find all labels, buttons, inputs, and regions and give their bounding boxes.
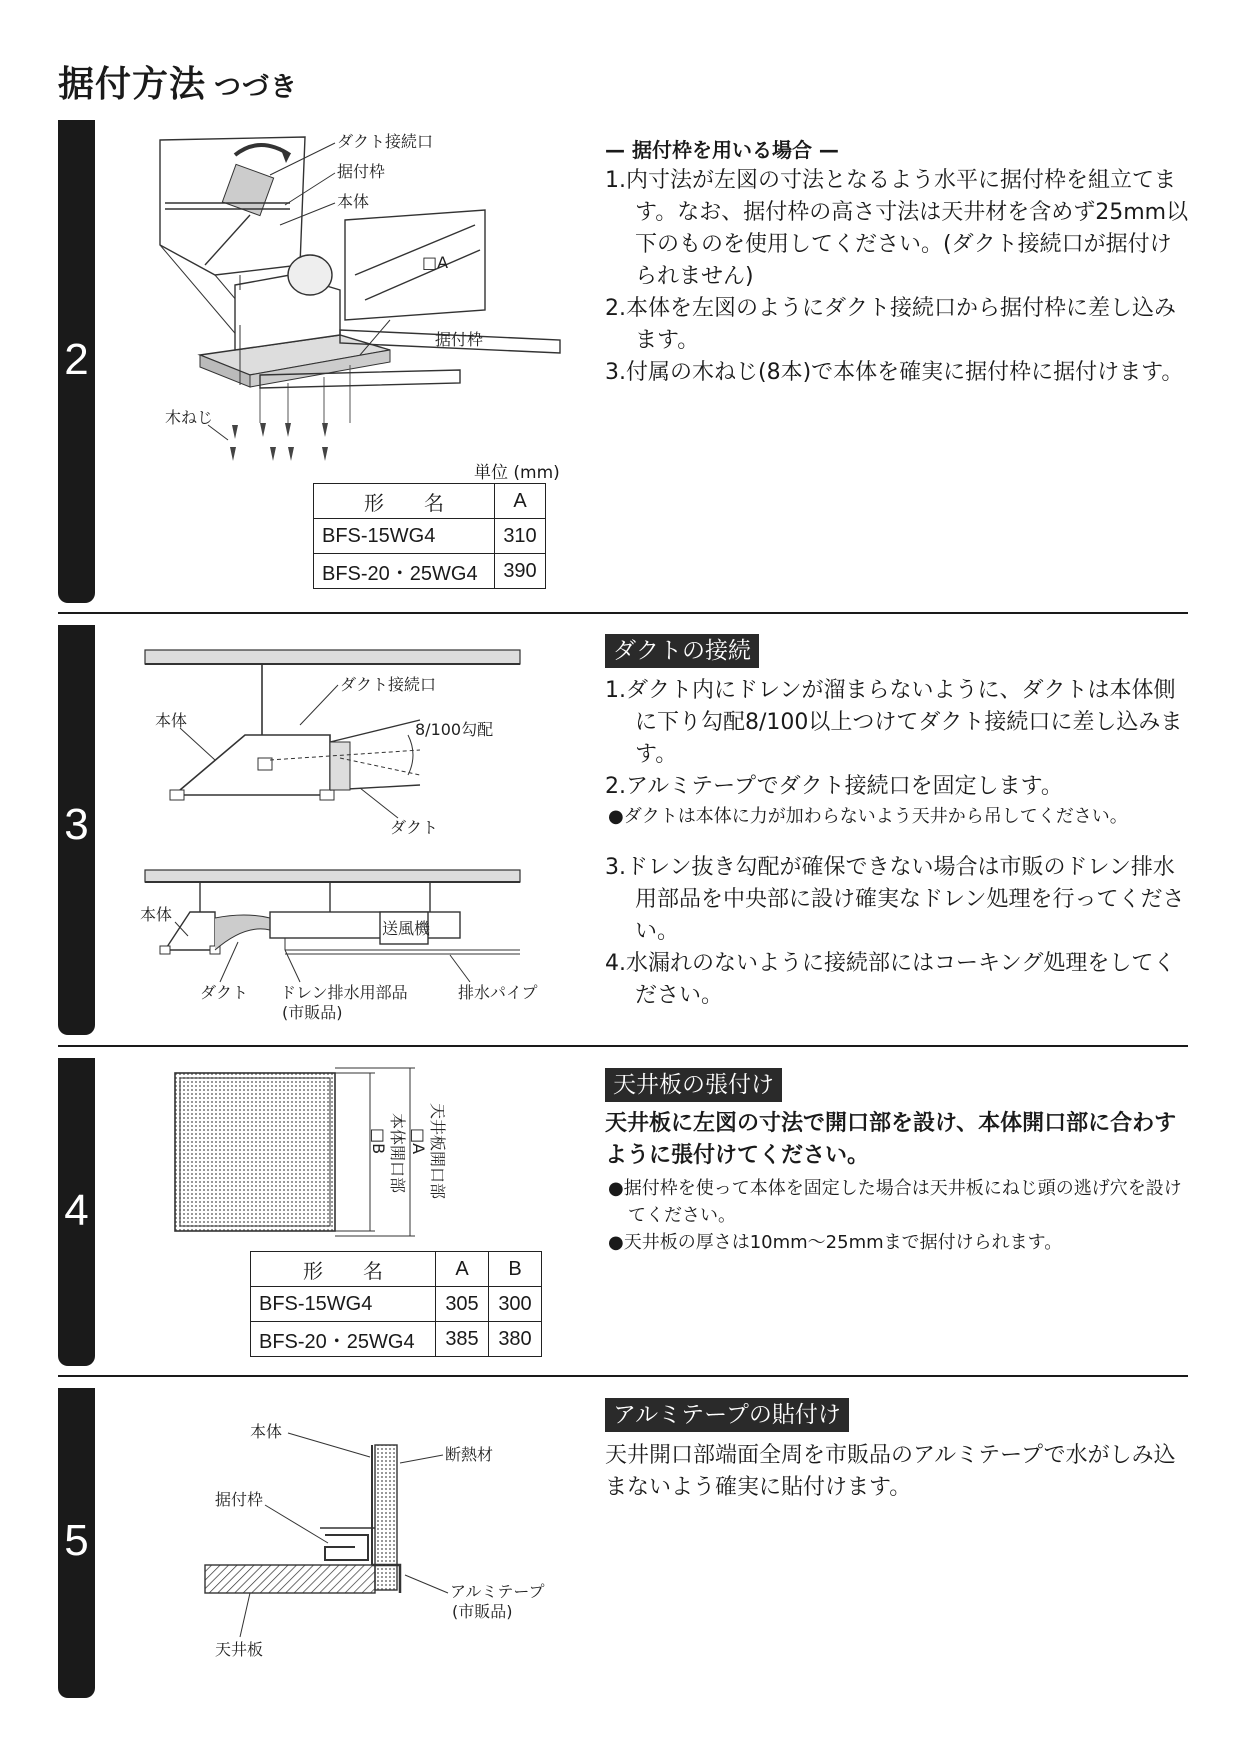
- section2-heading: — 据付枠を用いる場合 —: [605, 138, 839, 162]
- label-ceiling-opening: 天井板開口部: [428, 1103, 447, 1200]
- label-slope: 8/100勾配: [415, 720, 494, 739]
- cell-a: 305: [436, 1287, 489, 1322]
- label-duct-port: ダクト接続口: [340, 675, 437, 694]
- table-header-row: [251, 1252, 542, 1287]
- table-row: [314, 519, 546, 554]
- label-drain-part: ドレン排水用部品: [280, 983, 408, 1002]
- step-number: 2: [64, 335, 89, 384]
- label-drain-pipe: 排水パイプ: [458, 983, 538, 1002]
- step-item: 1.内寸法が左図の寸法となるよう水平に据付枠を組立てます。なお、据付枠の高さ寸法は天井材を含めず25mm以下のものを使用してください。(ダクト接続口が据付けられません): [605, 168, 1189, 289]
- step-tab-5: [58, 1388, 95, 1698]
- note-item: ●ダクトは本体に力が加わらないよう天井から吊してください。: [608, 806, 1128, 827]
- step-item: 4.水漏れのないように接続部にはコーキング処理をしてください。: [605, 951, 1176, 1008]
- step-tab-3: [58, 625, 95, 1035]
- divider: [58, 1375, 1188, 1377]
- table-row: [251, 1322, 542, 1357]
- label-duct-2: ダクト: [200, 983, 249, 1002]
- label-ceiling: 天井板: [215, 1640, 264, 1659]
- label-body: 本体: [337, 192, 370, 211]
- label-fan: 送風機: [382, 919, 431, 938]
- cell-a: 390: [495, 554, 546, 589]
- header-b: B: [489, 1252, 542, 1287]
- cell-model: BFS-20・25WG4: [251, 1322, 436, 1357]
- label-tape: アルミテープ: [450, 1582, 545, 1601]
- aluminum-tape-figure: [200, 1415, 570, 1660]
- cell-b: 300: [489, 1287, 542, 1322]
- header-model: 形 名: [251, 1252, 436, 1287]
- cell-b: 380: [489, 1322, 542, 1357]
- header-a: A: [495, 484, 546, 519]
- section3-steps-2: [605, 852, 1190, 1012]
- section4-bullets: [608, 1175, 1193, 1256]
- section3-note: [608, 803, 1193, 830]
- label-retail: (市販品): [452, 1602, 513, 1621]
- step-item: 3.付属の木ねじ(8本)で本体を確実に据付枠に据付けます。: [605, 360, 1184, 385]
- label-frame: 据付枠: [215, 1490, 264, 1509]
- header-a: A: [436, 1252, 489, 1287]
- label-duct-port: ダクト接続口: [337, 132, 434, 151]
- title-sub: つづき: [214, 72, 299, 103]
- spec-table-a: [313, 483, 546, 589]
- step-tab-2: [58, 120, 95, 603]
- spec-table-ab: [250, 1251, 542, 1357]
- table-row: [314, 554, 546, 589]
- label-body: 本体: [155, 711, 188, 730]
- step-tab-4: [58, 1058, 95, 1366]
- section4-text: 天井板に左図の寸法で開口部を設け、本体開口部に合わすように張付けてください。: [605, 1111, 1177, 1168]
- step-number: 5: [64, 1516, 89, 1565]
- cell-model: BFS-15WG4: [251, 1287, 436, 1322]
- label-insulation: 断熱材: [445, 1445, 494, 1464]
- label-dim-a: □A: [422, 253, 449, 272]
- cell-a: 385: [436, 1322, 489, 1357]
- page-title: [58, 56, 298, 107]
- duct-connection-figure: [140, 650, 570, 1020]
- label-a: □A: [409, 1128, 428, 1155]
- section2-steps: [605, 165, 1190, 389]
- step-number: 3: [64, 800, 89, 849]
- step-item: 3.ドレン抜き勾配が確保できない場合は市販のドレン排水用部品を中央部に設け確実なドレン処理を行ってください。: [605, 855, 1185, 944]
- label-frame-2: 据付枠: [435, 330, 484, 349]
- section4-heading: 天井板の張付け: [605, 1068, 782, 1102]
- section5-text: 天井開口部端面全周を市販品のアルミテープで水がしみ込まないよう確実に貼付けます。: [605, 1443, 1176, 1500]
- cell-a: 310: [495, 519, 546, 554]
- table-row: [251, 1287, 542, 1322]
- step-number: 4: [64, 1186, 89, 1235]
- label-b: □B: [369, 1128, 388, 1155]
- section3-steps: [605, 675, 1190, 803]
- bullet-item: ●天井板の厚さは10mm〜25mmまで据付けられます。: [608, 1232, 1063, 1253]
- bullet-item: ●据付枠を使って本体を固定した場合は天井板にねじ頭の逃げ穴を設けてください。: [608, 1178, 1182, 1226]
- header-model: 形 名: [314, 484, 495, 519]
- divider: [58, 1045, 1188, 1047]
- label-body-opening: 本体開口部: [388, 1113, 407, 1194]
- label-screw: 木ねじ: [165, 408, 214, 427]
- step-item: 2.本体を左図のようにダクト接続口から据付枠に差し込みます。: [605, 296, 1176, 353]
- install-frame-figure: [140, 125, 560, 465]
- label-retail: (市販品): [282, 1003, 343, 1022]
- unit-label: 単位 (mm): [474, 463, 560, 483]
- title-main: 据付方法: [58, 64, 207, 105]
- section3-heading: ダクトの接続: [605, 634, 759, 668]
- label-frame: 据付枠: [337, 162, 386, 181]
- cell-model: BFS-15WG4: [314, 519, 495, 554]
- label-duct: ダクト: [390, 818, 439, 837]
- divider: [58, 612, 1188, 614]
- ceiling-opening-figure: [170, 1068, 470, 1243]
- step-item: 1.ダクト内にドレンが溜まらないように、ダクトは本体側に下り勾配8/100以上つけてダクト接続口に差し込みます。: [605, 678, 1183, 767]
- label-body: 本体: [250, 1422, 283, 1441]
- table-header-row: [314, 484, 546, 519]
- step-item: 2.アルミテープでダクト接続口を固定します。: [605, 774, 1063, 799]
- cell-model: BFS-20・25WG4: [314, 554, 495, 589]
- label-body-2: 本体: [140, 905, 173, 924]
- section5-heading: アルミテープの貼付け: [605, 1398, 849, 1432]
